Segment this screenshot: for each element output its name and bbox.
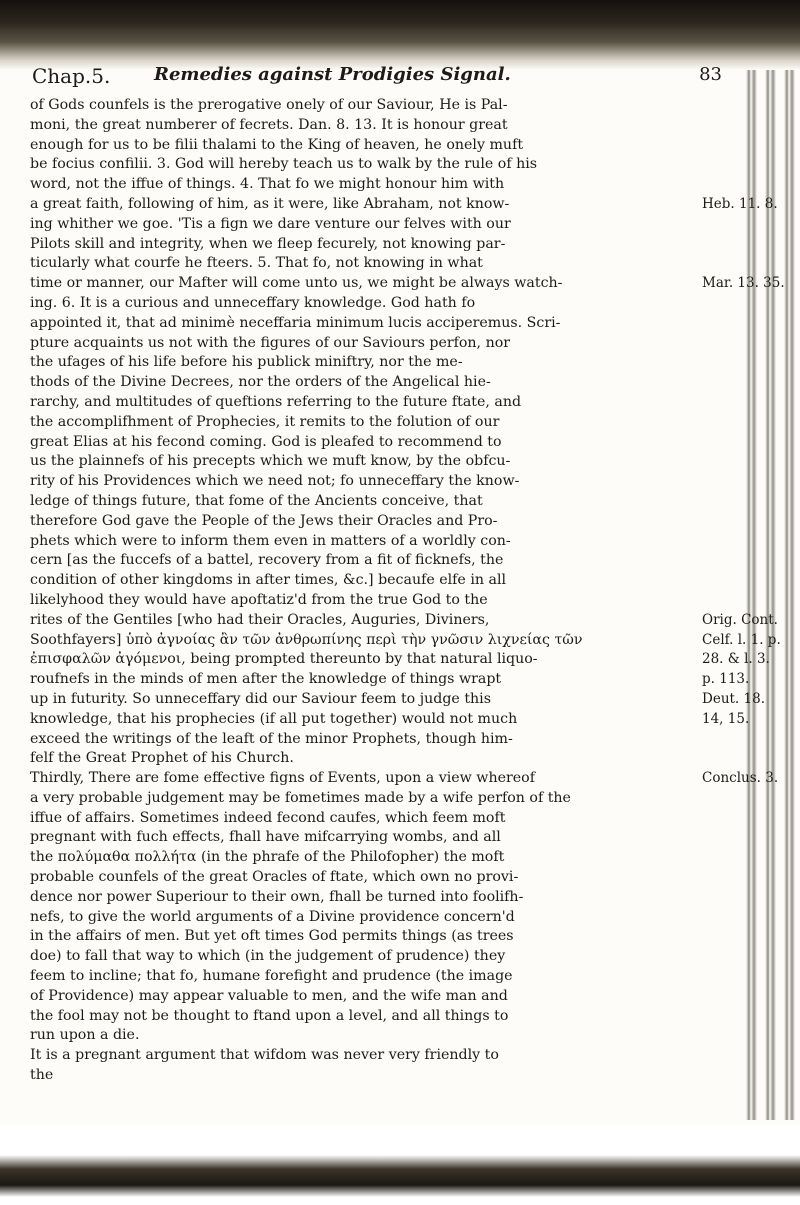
text-line: pture acquaints us not with the figures of our Saviours perfon, nor [30, 334, 511, 351]
text-line: feem to incline; that fo, humane forefight and prudence (the image [30, 968, 513, 985]
text-line: ing. 6. It is a curious and unneceffary knowledge. God hath fo [30, 294, 476, 311]
page-number: 83 [699, 64, 722, 85]
margin-reference: Orig. Cont. [702, 611, 778, 628]
text-line: It is a pregnant argument that wifdom was never very friendly to [30, 1047, 499, 1064]
text-line: moni, the great numberer of fecrets. Dan. 8. 13. It is honour great [30, 116, 508, 133]
text-line: great Elias at his fecond coming. God is pleafed to recommend to [30, 433, 502, 450]
margin-reference: 14, 15. [702, 710, 750, 727]
body-text [30, 96, 692, 1086]
text-line: a very probable judgement may be fometimes made by a wife perfon of the [30, 789, 571, 806]
scan-edge-right [738, 70, 800, 1120]
text-line: run upon a die. [30, 1027, 140, 1044]
text-line: of Gods counfels is the prerogative onely of our Saviour, He is Pal- [30, 97, 508, 113]
text-line: phets which were to inform them even in matters of a worldly con- [30, 532, 511, 549]
margin-reference: Mar. 13. 35. [702, 275, 785, 292]
text-line: in the affairs of men. But yet oft times God permits things (as trees [30, 928, 514, 945]
text-line: the ufages of his life before his publick miniftry, nor the me- [30, 354, 463, 371]
text-line: exceed the writings of the leaft of the minor Prophets, though him- [30, 730, 513, 747]
text-line: up in futurity. So unneceffary did our Saviour feem to judge this [30, 690, 491, 707]
text-line: a great faith, following of him, as it were, like Abraham, not know- [30, 195, 510, 212]
text-line: be focius confilii. 3. God will hereby teach us to walk by the rule of his [30, 156, 538, 173]
text-line: knowledge, that his prophecies (if all put together) would not much [30, 710, 518, 727]
text-line: probable counfels of the great Oracles of ftate, which own no provi- [30, 869, 519, 886]
margin-reference: Deut. 18. [702, 691, 765, 707]
text-line: nefs, to give the world arguments of a Divine providence concern'd [30, 908, 515, 925]
text-line: condition of other kingdoms in after times, &c.] becaufe elfe in all [30, 572, 507, 589]
text-line: enough for us to be filii thalami to the King of heaven, he onely muft [30, 136, 524, 153]
text-line: iffue of affairs. Sometimes indeed fecond caufes, which feem moft [30, 809, 506, 826]
text-line: rity of his Providences which we need not; fo unneceffary the know- [30, 473, 520, 490]
text-line: thods of the Divine Decrees, nor the orders of the Angelical hie- [30, 374, 491, 391]
text-line: therefore God gave the People of the Jews their Oracles and Pro- [30, 512, 498, 529]
text-line: ing whither we goe. 'Tis a fign we dare venture our felves with our [30, 215, 511, 232]
running-title: Remedies against Prodigies Signal. [154, 64, 511, 85]
text-line: rarchy, and multitudes of queftions referring to the future ftate, and [30, 393, 522, 410]
text-line: ticularly what courfe he fteers. 5. That fo, not knowing in what [30, 255, 483, 272]
text-line: cern [as the fuccefs of a battel, recovery from a fit of ficknefs, the [30, 552, 504, 569]
text-line: felf the Great Prophet of his Church. [30, 750, 294, 767]
chapter-label: Chap.5. [32, 64, 111, 88]
text-line: Thirdly, There are fome effective figns of Events, upon a view whereof [30, 770, 535, 787]
margin-reference: Conclus. 3. [702, 770, 779, 787]
text-line: likelyhood they would have apoftatiz'd from the true God to the [30, 591, 488, 608]
text-line: time or manner, our Mafter will come unto us, we might be always watch- [30, 275, 563, 292]
text-line: the fool may not be thought to ftand upon a level, and all things to [30, 1007, 509, 1024]
text-line: Pilots skill and integrity, when we fleep fecurely, not knowing par- [30, 235, 506, 252]
margin-reference: Heb. 11. 8. [702, 196, 778, 212]
text-line: ἐπισφαλῶν ἀγόμενοι, being prompted thereunto by that natural liquo- [30, 651, 538, 668]
text-line: appointed it, that ad minimè neceffaria minimum lucis acciperemus. Scri- [30, 314, 561, 331]
text-line: rites of the Gentiles [who had their Oracles, Auguries, Diviners, [30, 611, 490, 628]
running-head [32, 60, 722, 92]
text-line: dence nor power Superiour to their own, fhall be turned into foolifh- [30, 888, 524, 905]
text-line: ledge of things future, that fome of the Ancients conceive, that [30, 492, 483, 509]
text-line: doe) to fall that way to which (in the judgement of prudence) they [30, 948, 506, 965]
text-line: pregnant with fuch effects, fhall have mifcarrying wombs, and all [30, 829, 501, 846]
text-line: of Providence) may appear valuable to men, and the wife man and [30, 987, 508, 1004]
text-line: Soothfayers] ὑπὸ ἀγνοίας ἂν τῶν ἀνθρωπίνης περὶ τὴν γνῶσιν λιχνείας τῶν [30, 631, 583, 648]
text-line: the [30, 1067, 54, 1084]
text-line: the accomplifhment of Prophecies, it remits to the folution of our [30, 413, 500, 430]
scan-shadow-bottom [0, 1125, 800, 1205]
margin-reference: 28. & l. 3. [702, 651, 770, 668]
margin-reference: Celf. l. 1. p. [702, 631, 781, 648]
text-line: word, not the iffue of things. 4. That fo we might honour him with [30, 176, 505, 193]
text-line: us the plainnefs of his precepts which we muft know, by the obfcu- [30, 453, 511, 470]
text-line: the πολύμαθα πολλήτα (in the phrafe of the Philofopher) the moft [30, 849, 505, 866]
margin-reference: p. 113. [702, 671, 750, 688]
text-line: roufnefs in the minds of men after the knowledge of things wrapt [30, 671, 502, 688]
